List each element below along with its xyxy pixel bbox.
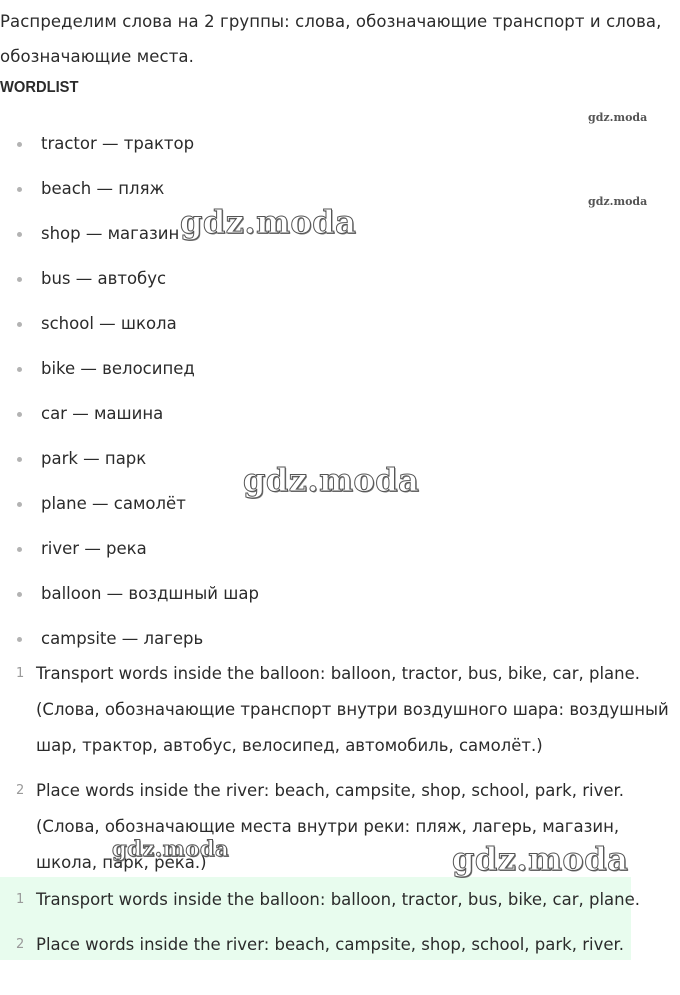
bullet-icon: [17, 322, 22, 327]
answer-text: Transport words inside the balloon: balloon, tractor, bus, bike, car, plane.: [36, 890, 641, 909]
intro-text: Распределим слова на 2 группы: слова, обозначающие транспорт и слова, обозначающие места.: [0, 12, 662, 66]
group-text: Transport words inside the balloon: balloon, tractor, bus, bike, car, plane. (Слова, обозначающие транспорт внутри воздушного шара: воздушный шар, трактор, автобус, велосипед, автомобиль, самолёт.): [36, 664, 669, 755]
list-item: [0, 121, 680, 166]
item-number: 1: [16, 892, 25, 907]
list-item-text: balloon — воздшный шар: [41, 584, 259, 603]
answer-box: [0, 877, 641, 960]
list-item-text: tractor — трактор: [41, 134, 195, 153]
group-text: Place words inside the river: beach, campsite, shop, school, park, river. (Слова, обозначающие места внутри реки: пляж, лагерь, магазин, школа, парк, река.): [36, 781, 624, 872]
list-item: [0, 256, 680, 301]
list-item-text: bus — автобус: [41, 269, 167, 288]
list-item-text: car — машина: [41, 404, 164, 423]
list-item-text: school — школа: [41, 314, 177, 333]
watermark-logo: gdz.moda: [112, 836, 230, 861]
list-item-text: park — парк: [41, 449, 147, 468]
list-item: [0, 391, 680, 436]
watermark-logo: gdz.moda: [588, 195, 648, 208]
list-item-text: shop — магазин: [41, 224, 180, 243]
bullet-icon: [17, 457, 22, 462]
watermark-logo: gdz.moda: [588, 111, 648, 124]
list-item: [0, 526, 680, 571]
answer-row: [0, 922, 631, 967]
item-number: 1: [16, 666, 25, 681]
list-item-text: beach — пляж: [41, 179, 165, 198]
item-number: 2: [16, 937, 25, 952]
bullet-icon: [17, 547, 22, 552]
watermark-logo: gdz.moda: [243, 461, 420, 499]
bullet-icon: [17, 187, 22, 192]
bullet-icon: [17, 592, 22, 597]
item-number: 2: [16, 783, 25, 798]
bullet-icon: [17, 142, 22, 147]
bullet-icon: [17, 367, 22, 372]
answer-row: [0, 877, 641, 922]
watermark-logo: gdz.moda: [452, 840, 629, 878]
list-item-text: campsite — лагерь: [41, 629, 204, 648]
list-item-text: bike — велосипед: [41, 359, 195, 378]
list-item: [0, 616, 680, 661]
bullet-icon: [17, 412, 22, 417]
list-item-text: river — река: [41, 539, 147, 558]
bullet-icon: [17, 502, 22, 507]
wordlist: [0, 121, 680, 661]
bullet-icon: [17, 277, 22, 282]
list-item: [0, 571, 680, 616]
wordlist-heading: WORDLIST: [0, 79, 79, 96]
bullet-icon: [17, 232, 22, 237]
watermark-logo: gdz.moda: [180, 203, 357, 241]
bullet-icon: [17, 637, 22, 642]
list-item: [0, 346, 680, 391]
group-item: [0, 656, 680, 773]
list-item: [0, 301, 680, 346]
list-item-text: plane — самолёт: [41, 494, 186, 513]
answer-text: Place words inside the river: beach, campsite, shop, school, park, river.: [36, 935, 624, 954]
